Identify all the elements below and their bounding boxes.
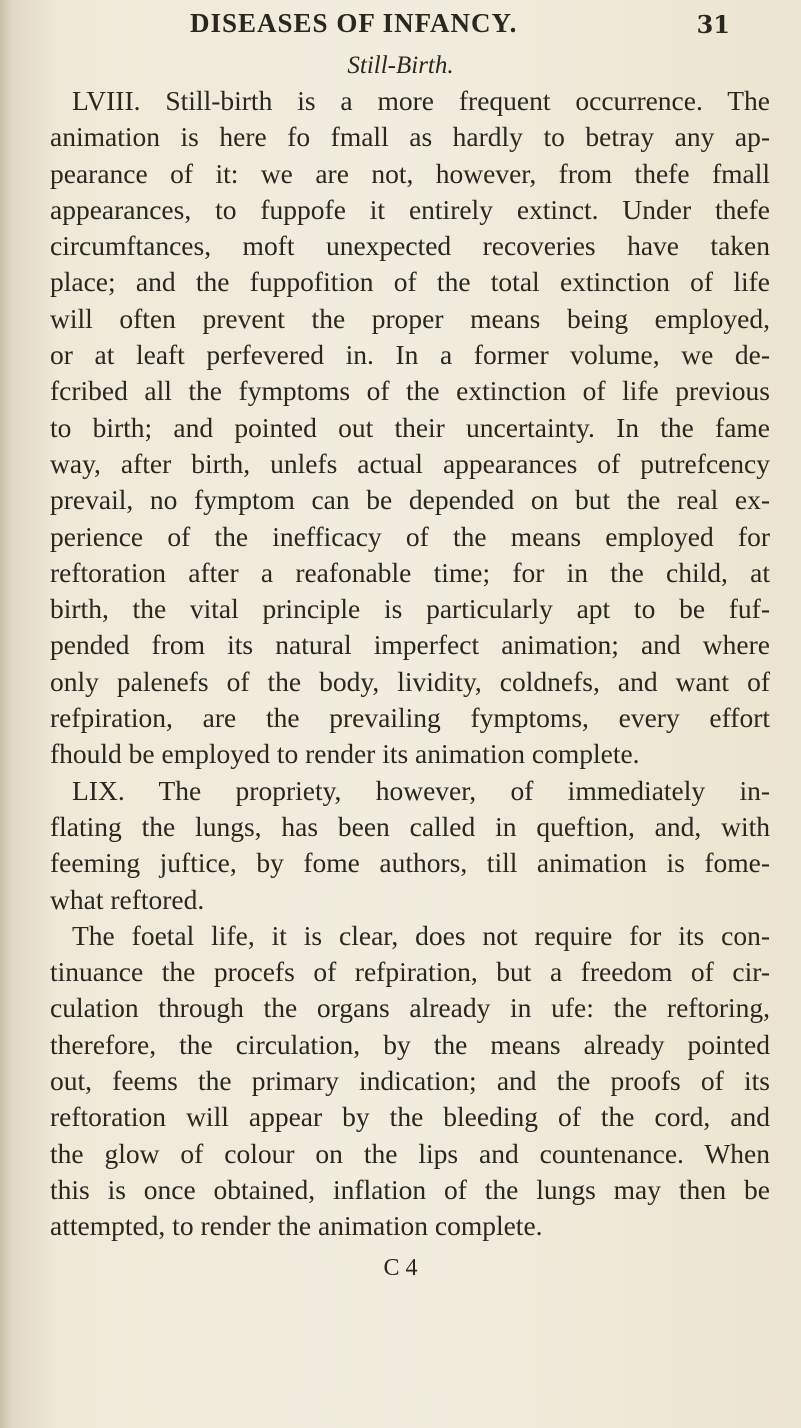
text-line: will often prevent the proper means being employed,	[50, 302, 770, 334]
text-line: tinuance the procefs of refpiration, but a freedom of cir-	[50, 956, 770, 988]
page-gutter-shadow	[0, 0, 14, 1428]
page-number: 31	[696, 10, 730, 39]
text-line: out, feems the primary indication; and the proofs of its	[50, 1065, 770, 1097]
text-line: LIX. The propriety, however, of immediately in-	[72, 774, 770, 806]
text-line: The foetal life, it is clear, does not require for its con-	[72, 919, 770, 951]
text-line: birth, the vital principle is particularly apt to be fuf-	[50, 593, 770, 625]
text-line: LVIII. Still-birth is a more frequent occurrence. The	[72, 85, 770, 116]
signature-mark: C 4	[383, 1255, 418, 1281]
text-line: the glow of colour on the lips and countenance. When	[50, 1137, 770, 1169]
text-line: what reftored.	[50, 883, 205, 915]
text-line: fhould be employed to render its animation complete.	[50, 738, 640, 770]
text-line: prevail, no fymptom can be depended on but the real ex-	[50, 484, 770, 516]
text-line: to birth; and pointed out their uncertainty. In the fame	[50, 411, 770, 443]
text-line: feeming juftice, by fome authors, till animation is fome-	[50, 847, 770, 879]
text-line: place; and the fuppofition of the total extinction of life	[50, 266, 770, 298]
running-title: DISEASES OF INFANCY.	[190, 8, 518, 38]
text-line: therefore, the circulation, by the means already pointed	[50, 1028, 770, 1060]
text-line: way, after birth, unlefs actual appearances of putrefcency	[50, 447, 770, 479]
text-line: perience of the inefficacy of the means employed for	[50, 520, 770, 552]
body-text	[50, 83, 770, 1245]
text-line: culation through the organs already in ufe: the reftoring,	[50, 992, 770, 1024]
text-line: this is once obtained, inflation of the lungs may then be	[50, 1173, 770, 1205]
text-line: appearances, to fuppofe it entirely extinct. Under thefe	[50, 193, 770, 225]
section-heading: Still-Birth.	[347, 52, 454, 79]
text-line: fcribed all the fymptoms of the extinction of life previous	[50, 375, 770, 407]
text-line: circumftances, moft unexpected recoveries have taken	[50, 230, 770, 262]
text-line: animation is here fo fmall as hardly to betray any ap-	[50, 121, 770, 153]
text-line: reftoration after a reafonable time; for in the child, at	[50, 556, 770, 588]
text-line: reftoration will appear by the bleeding of the cord, and	[50, 1101, 770, 1133]
text-line: or at leaft perfevered in. In a former volume, we de-	[50, 339, 770, 371]
page-header	[190, 8, 730, 48]
text-line: refpiration, are the prevailing fymptoms, every effort	[50, 702, 770, 734]
text-line: pearance of it: we are not, however, from thefe fmall	[50, 157, 770, 189]
text-line: only palenefs of the body, lividity, coldnefs, and want of	[50, 665, 770, 697]
text-line: flating the lungs, has been called in queftion, and, with	[50, 810, 770, 842]
text-line: attempted, to render the animation complete.	[50, 1210, 543, 1242]
text-line: pended from its natural imperfect animation; and where	[50, 629, 770, 661]
